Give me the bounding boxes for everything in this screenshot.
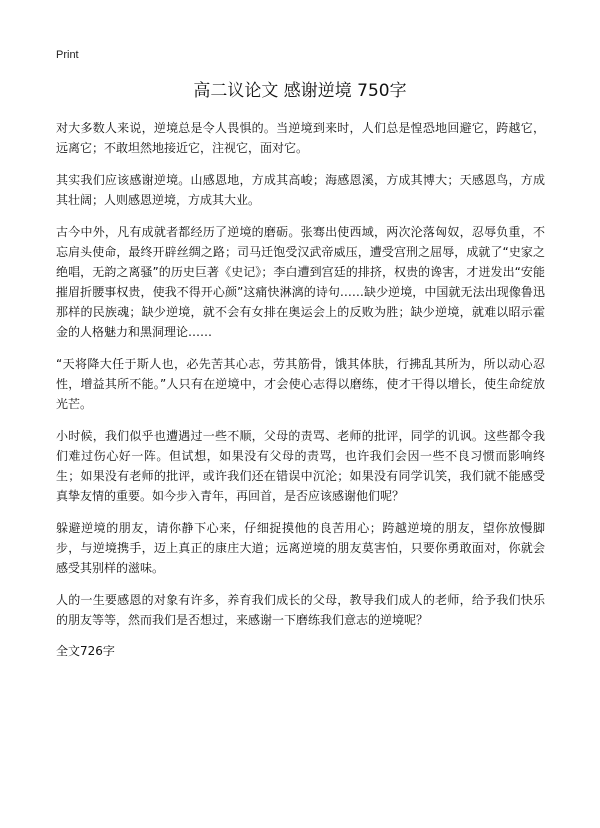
article-body [56,118,545,660]
word-count: 全文726字 [56,644,115,658]
paragraph-4: “天将降大任于斯人也，必先苦其心志，劳其筋骨，饿其体肤，行拂乱其所为，所以动心忍性，增益其所不能。”人只有在逆境中，才会使心志得以磨练，使才干得以增长，使生命绽放光芒。 [56,357,545,411]
paragraph-2: 其实我们应该感谢逆境。山感恩地，方成其高峻；海感恩溪，方成其博大；天感恩鸟，方成其壮阔；人则感恩逆境，方成其大业。 [56,173,545,207]
paragraph-5: 小时候，我们似乎也遭遇过一些不顺，父母的责骂、老师的批评，同学的讥讽。这些都令我们难过伤心好一阵。但试想，如果没有父母的责骂，也许我们会因一些不良习惯而影响终生；如果没有老师的批评，或许我们还在错误中沉沦；如果没有同学讥笑，我们就不能感受真挚友情的重要。如今步入青年，再回首，是否应该感谢他们呢？ [56,429,545,503]
paragraph-3: 古今中外，凡有成就者都经历了逆境的磨砺。张骞出使西域，两次沦落匈奴，忍辱负重，不忘肩头使命，最终开辟丝绸之路；司马迁饱受汉武帝威压，遭受宫刑之屈辱，成就了“史家之绝唱，无韵之离骚”的历史巨著《史记》；李白遭到宫廷的排挤，权贵的谗害，才迸发出“安能摧眉折腰事权贵，使我不得开心颜”这痛快淋漓的诗句……缺少逆境，中国就无法出现像鲁迅那样的民族魂；缺少逆境，就不会有女排在奥运会上的反败为胜；缺少逆境，就难以昭示霍金的人格魅力和黑洞理论…… [56,225,545,339]
print-link[interactable]: Print [56,49,79,61]
paragraph-6: 躲避逆境的朋友，请你静下心来，仔细捉摸他的良苦用心；跨越逆境的朋友，望你放慢脚步，与逆境携手，迈上真正的康庄大道；远离逆境的朋友莫害怕，只要你勇敢面对，你就会感受其别样的滋味。 [56,521,545,575]
paragraph-7: 人的一生要感恩的对象有许多，养育我们成长的父母，教导我们成人的老师，给予我们快乐的朋友等等，然而我们是否想过，来感谢一下磨练我们意志的逆境呢？ [56,593,545,627]
paragraph-1: 对大多数人来说，逆境总是令人畏惧的。当逆境到来时，人们总是惶恐地回避它，跨越它，远离它；不敢坦然地接近它，注视它，面对它。 [56,121,545,155]
article-title: 高二议论文 感谢逆境 750字 [193,81,407,101]
